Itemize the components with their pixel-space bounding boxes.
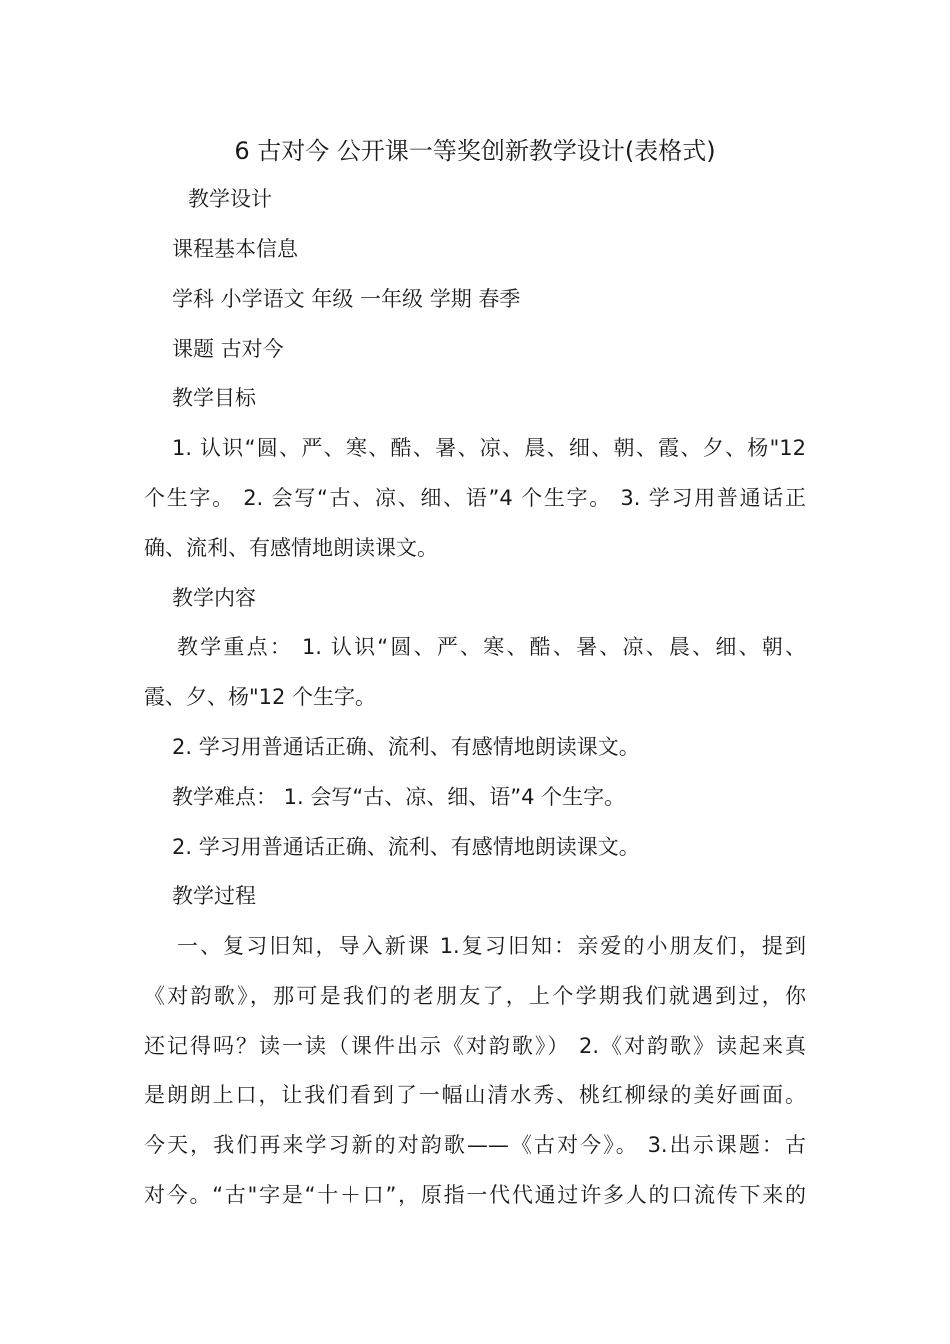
heading-teaching-design: 教学设计 [188,187,272,211]
goals-line: 个生字。 2. 会写“古、凉、细、语”4 个生字。 3. 学习用普通话正 [144,486,806,510]
process-line: 是朗朗上口，让我们看到了一幅山清水秀、桃红柳绿的美好画面。 [144,1083,806,1107]
difficulty-2: 2. 学习用普通话正确、流利、有感情地朗读课文。 [172,835,640,859]
heading-content: 教学内容 [172,586,256,610]
process-line: 一、复习旧知，导入新课 1.复习旧知：亲爱的小朋友们，提到 [177,934,806,958]
key-points-line: 霞、夕、杨"12 个生字。 [144,685,377,709]
basic-info-line: 学科 小学语文 年级 一年级 学期 春季 [172,287,521,311]
process-line: 还记得吗？读一读（课件出示《对韵歌》） 2.《对韵歌》读起来真 [144,1034,806,1058]
difficulty-1: 教学难点： 1. 会写“古、凉、细、语”4 个生字。 [172,785,626,809]
document-title: 6 古对今 公开课一等奖创新教学设计(表格式) [234,137,716,165]
key-point-2: 2. 学习用普通话正确、流利、有感情地朗读课文。 [172,735,640,759]
process-line: 今天，我们再来学习新的对韵歌——《古对今》。 3.出示课题：古 [144,1133,806,1157]
heading-process: 教学过程 [172,884,256,908]
goals-line: 确、流利、有感情地朗读课文。 [144,536,438,560]
goals-line: 1. 认识“圆、严、寒、酷、暑、凉、晨、细、朝、霞、夕、杨"12 [172,436,806,460]
topic-line: 课题 古对今 [172,337,284,361]
key-points-line: 教学重点： 1. 认识“圆、严、寒、酷、暑、凉、晨、细、朝、 [177,635,806,659]
process-line: 《对韵歌》，那可是我们的老朋友了，上个学期我们就遇到过，你 [144,984,806,1008]
process-line: 对今。“古"字是“十＋口”，原指一代代通过许多人的口流传下来的 [144,1183,806,1207]
heading-basic-info: 课程基本信息 [172,237,298,261]
heading-goals: 教学目标 [172,386,256,410]
